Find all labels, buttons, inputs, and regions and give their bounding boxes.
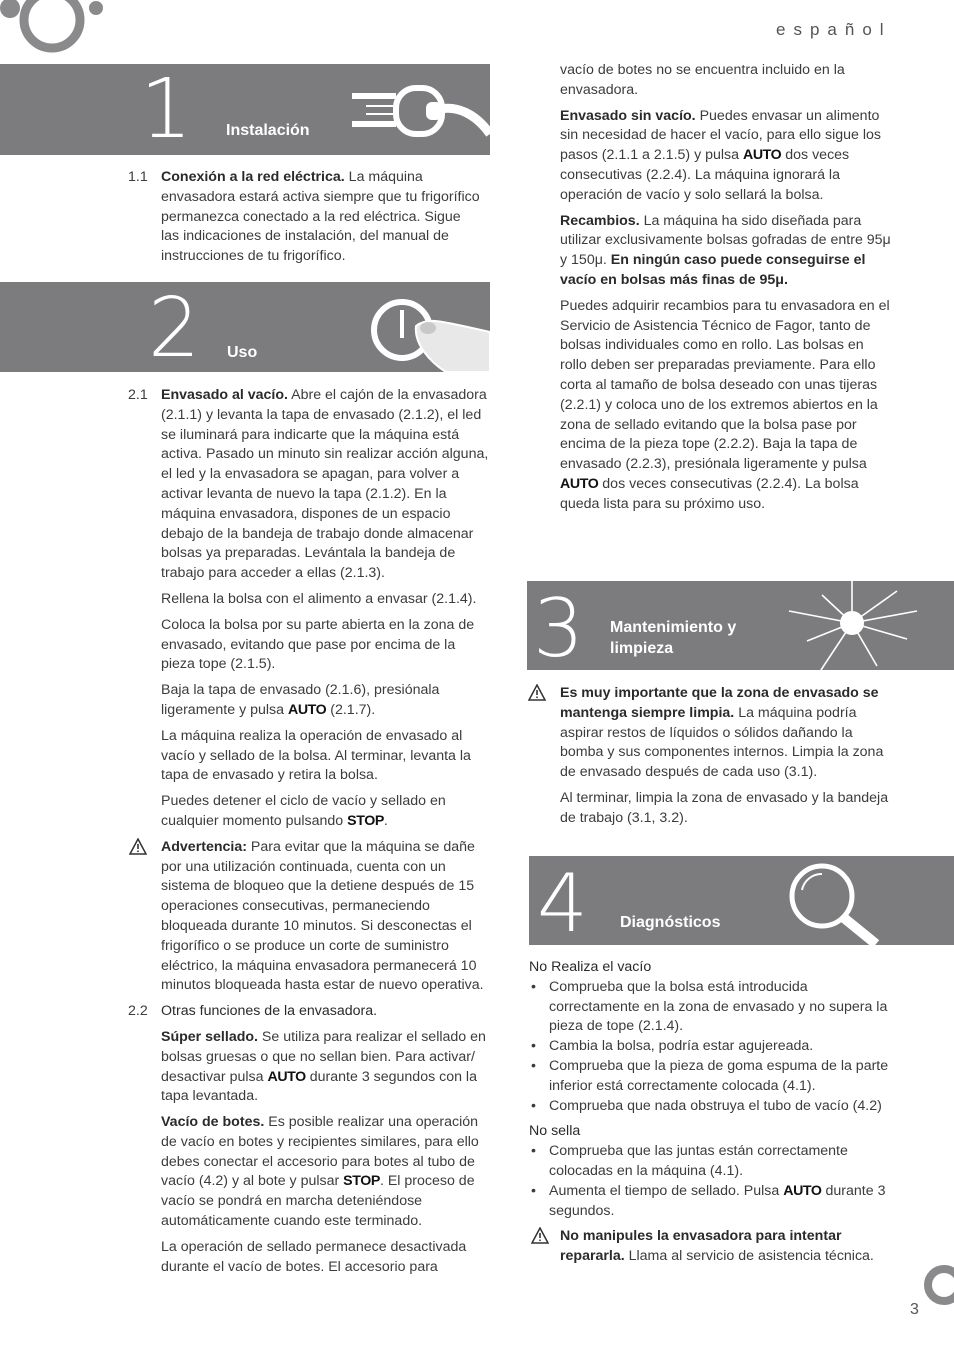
body-text: Puedes detener el ciclo de vacío y sellado en cualquier momento pulsando [161, 793, 446, 829]
body-text: La operación de sellado permanece desactivada durante el vacío de botes. El accesorio para [161, 1238, 467, 1275]
item-number: 2.2 [128, 1003, 148, 1020]
body-text: Se utiliza para realizar el sellado en bolsas gruesas o que no sellan bien. Para activar/ desactivar pulsa [161, 1028, 486, 1085]
list-item [529, 1037, 901, 1057]
body-text: . El proceso de vacío se pondrá en marcha deteniéndose automáticamente cuando este terminado. [161, 1173, 475, 1230]
warning-icon [528, 684, 546, 701]
stop-key-label: STOP [347, 812, 384, 829]
item-number: 1.1 [128, 169, 148, 185]
section-banner-diagnostics [529, 856, 954, 945]
diagnostic-list [529, 978, 901, 1117]
magnifier-icon [784, 860, 894, 945]
body-text: Baja la tapa de envasado (2.1.6), presiónala ligeramente y pulsa [161, 682, 440, 718]
warning-icon [531, 1227, 549, 1244]
subsection-heading: Otras funciones de la envasadora. [161, 1003, 378, 1020]
finger-button-icon [370, 292, 490, 372]
list-item [529, 978, 901, 1037]
bold-lead: Recambios. [560, 212, 640, 229]
body-text: . [383, 812, 388, 829]
list-item-text: Cambia la bolsa, podría estar agujereada. [549, 1038, 814, 1055]
sparkle-icon [777, 581, 927, 670]
auto-key-label: AUTO [560, 475, 599, 492]
bullet: • [531, 1182, 536, 1199]
bold-warning-text: En ningún caso puede conseguirse el vacío en bolsas más finas de 95μ. [560, 252, 866, 288]
body-text: Al terminar, limpia la zona de envasado y la bandeja de trabajo (3.1, 3.2). [560, 789, 889, 826]
bold-lead: Vacío de botes. [161, 1114, 265, 1131]
bold-lead: Súper sellado. [161, 1028, 258, 1045]
auto-key-label: AUTO [783, 1182, 822, 1199]
body-text: vacío de botes no se encuentra incluido en la envasadora. [560, 62, 845, 98]
body-text: Es posible realizar una operación de vacío en botes y recipientes similares, para ello debes conectar el accesorio para botes al tubo de vacío (4.2) y al bote y pulsar [161, 1114, 479, 1190]
section-number: 1 [140, 64, 193, 155]
installation-paragraph [128, 168, 481, 273]
auto-key-label: AUTO [267, 1068, 306, 1085]
list-item-text: Comprueba que nada obstruya el tubo de vacío (4.2) [549, 1097, 882, 1114]
section-title: Instalación [226, 122, 310, 139]
section-banner-use [0, 282, 490, 372]
body-text: La máquina realiza la operación de envasado al vacío y sellado de la bolsa. Al terminar, levanta la tapa de envasado y retira la bolsa. [161, 727, 471, 784]
bullet: • [531, 1038, 536, 1055]
section-banner-maintenance [527, 581, 954, 670]
diagnostics-text [529, 958, 901, 1273]
page-number: 3 [910, 1301, 919, 1318]
section-number: 2 [148, 282, 201, 372]
list-item-text: Comprueba que las juntas están correctamente colocadas en la máquina (4.1). [549, 1143, 848, 1179]
maintenance-text [560, 684, 894, 835]
body-text: Para evitar que la máquina se dañe por una utilización continuada, cuenta con un sistema de bloqueo que la detiene después de 15 operaciones consecutivas, permaneciendo bloqueada durante 10 minutos. Si desconectas el frigorífico o se produce un corte de suministro eléctrico, la máquina envasadora permanecerá 10 minutos bloqueada hasta estar de nuevo operativa. [161, 838, 484, 994]
list-item-text: Comprueba que la pieza de goma espuma de la parte inferior está correctamente colocada (4.1). [549, 1057, 889, 1094]
body-text: Llama al servicio de asistencia técnica. [624, 1248, 874, 1265]
body-text: Coloca la bolsa por su parte abierta en la zona de envasado, evitando que pase por encima de la pieza tope (2.1.5). [161, 616, 475, 673]
section-number: 4 [537, 857, 588, 945]
bold-lead: Advertencia: [161, 838, 247, 855]
bold-lead: No manipules la envasadora para intentar repararla. [560, 1228, 842, 1265]
bold-lead: Conexión a la red eléctrica. [161, 169, 345, 185]
list-item [529, 1182, 901, 1222]
bold-lead: Es muy importante que la zona de envasado se mantenga siempre limpia. [560, 685, 879, 721]
bold-lead: Envasado al vacío. [161, 387, 288, 403]
stop-key-label: STOP [343, 1173, 380, 1190]
auto-key-label: AUTO [287, 701, 327, 718]
warning-icon [129, 838, 147, 855]
body-text: (2.1.7). [326, 701, 376, 718]
diagnostic-heading: No Realiza el vacío [529, 959, 652, 975]
section-number: 3 [533, 582, 584, 670]
section-title: Mantenimiento y limpieza [610, 619, 737, 657]
bullet: • [531, 1097, 536, 1114]
body-text: Puedes adquirir recambios para tu envasadora en el Servicio de Asistencia Técnico de Fagor, tanto de bolsas individuales como en rollo. Las bolsas en rollo deben ser preparadas previamente. Para ello corta al tamaño de bolsa deseado con unas tijeras (2.2.1) y coloca uno de los extremos abiertos en la zona de sellado evitando que la bolsa pase por encima de la pieza tope (2.2.2). Baja la tapa de envasado (2.2.3), presiónala ligeramente y pulsa [560, 297, 890, 473]
list-item-text: Aumenta el tiempo de sellado. Pulsa [549, 1182, 784, 1199]
decorative-circle-corner [922, 1264, 954, 1306]
body-text: Rellena la bolsa con el alimento a envasar (2.1.4). [161, 590, 477, 607]
section-title: Diagnósticos [620, 914, 721, 931]
list-item-text: Comprueba que la bolsa está introducida correctamente en la zona de envasado y no supera la pieza de tope (2.1.4). [549, 978, 888, 1035]
diagnostic-list [529, 1142, 901, 1221]
diagnostic-heading: No sella [529, 1123, 581, 1140]
section-title: Uso [227, 344, 258, 361]
body-text: dos veces consecutivas (2.2.4). La bolsa queda lista para su próximo uso. [560, 475, 859, 512]
decorative-circles-logo [0, 0, 110, 60]
body-text: Puedes envasar un alimento sin necesidad de hacer el vacío, para ello sigue los pasos (2.1.1 a 2.1.5) y pulsa [560, 107, 881, 164]
body-text: La máquina podría aspirar restos de líquidos o sólidos dañando la bomba y sus componentes internos. Limpia la zona de envasado después de cada uso (3.1). [560, 704, 884, 781]
list-item-text: durante 3 segundos. [549, 1182, 886, 1219]
body-text: La máquina ha sido diseñada para utilizar exclusivamente bolsas gofradas de entre 95μ y 150μ. [560, 212, 891, 269]
body-text: durante 3 segundos con la tapa levantada. [161, 1068, 477, 1105]
language-label: español [776, 20, 892, 39]
plug-icon [346, 74, 490, 154]
bold-lead: Envasado sin vacío. [560, 107, 696, 124]
list-item [529, 1142, 901, 1182]
body-text: Abre el cajón de la envasadora (2.1.1) y levanta la tapa de envasado (2.1.2), el led se iluminará para indicarte que la máquina está activa. Pasado un minuto sin realizar acción alguna, el led y la envasadora se apagan, para volver a activar levanta de nuevo la tapa (2.1.2). En la máquina envasadora, dispones de un espacio debajo de la bandeja de trabajo donde almacenar bolsas ya preparadas. Levántala la bandeja de trabajo para acceder a ellas (2.1.3). [161, 387, 489, 582]
item-number: 2.1 [128, 387, 148, 403]
bullet: • [531, 978, 536, 995]
body-text: La máquina envasadora estará activa siempre que tu frigorífico permanezca conectado a la red eléctrica. Sigue las indicaciones de instalación, del manual de instrucciones de tu frigorífico. [161, 169, 480, 265]
right-column-top [560, 61, 894, 521]
section-banner-installation [0, 64, 490, 155]
list-item [529, 1097, 901, 1117]
bullet: • [531, 1057, 536, 1074]
list-item [529, 1057, 901, 1097]
left-column-use [128, 386, 491, 1283]
body-text: dos veces consecutivas (2.2.4). La máquina ignorará la operación de vacío y solo sellará la bolsa. [560, 147, 850, 203]
auto-key-label: AUTO [742, 147, 782, 164]
bullet: • [531, 1143, 536, 1160]
